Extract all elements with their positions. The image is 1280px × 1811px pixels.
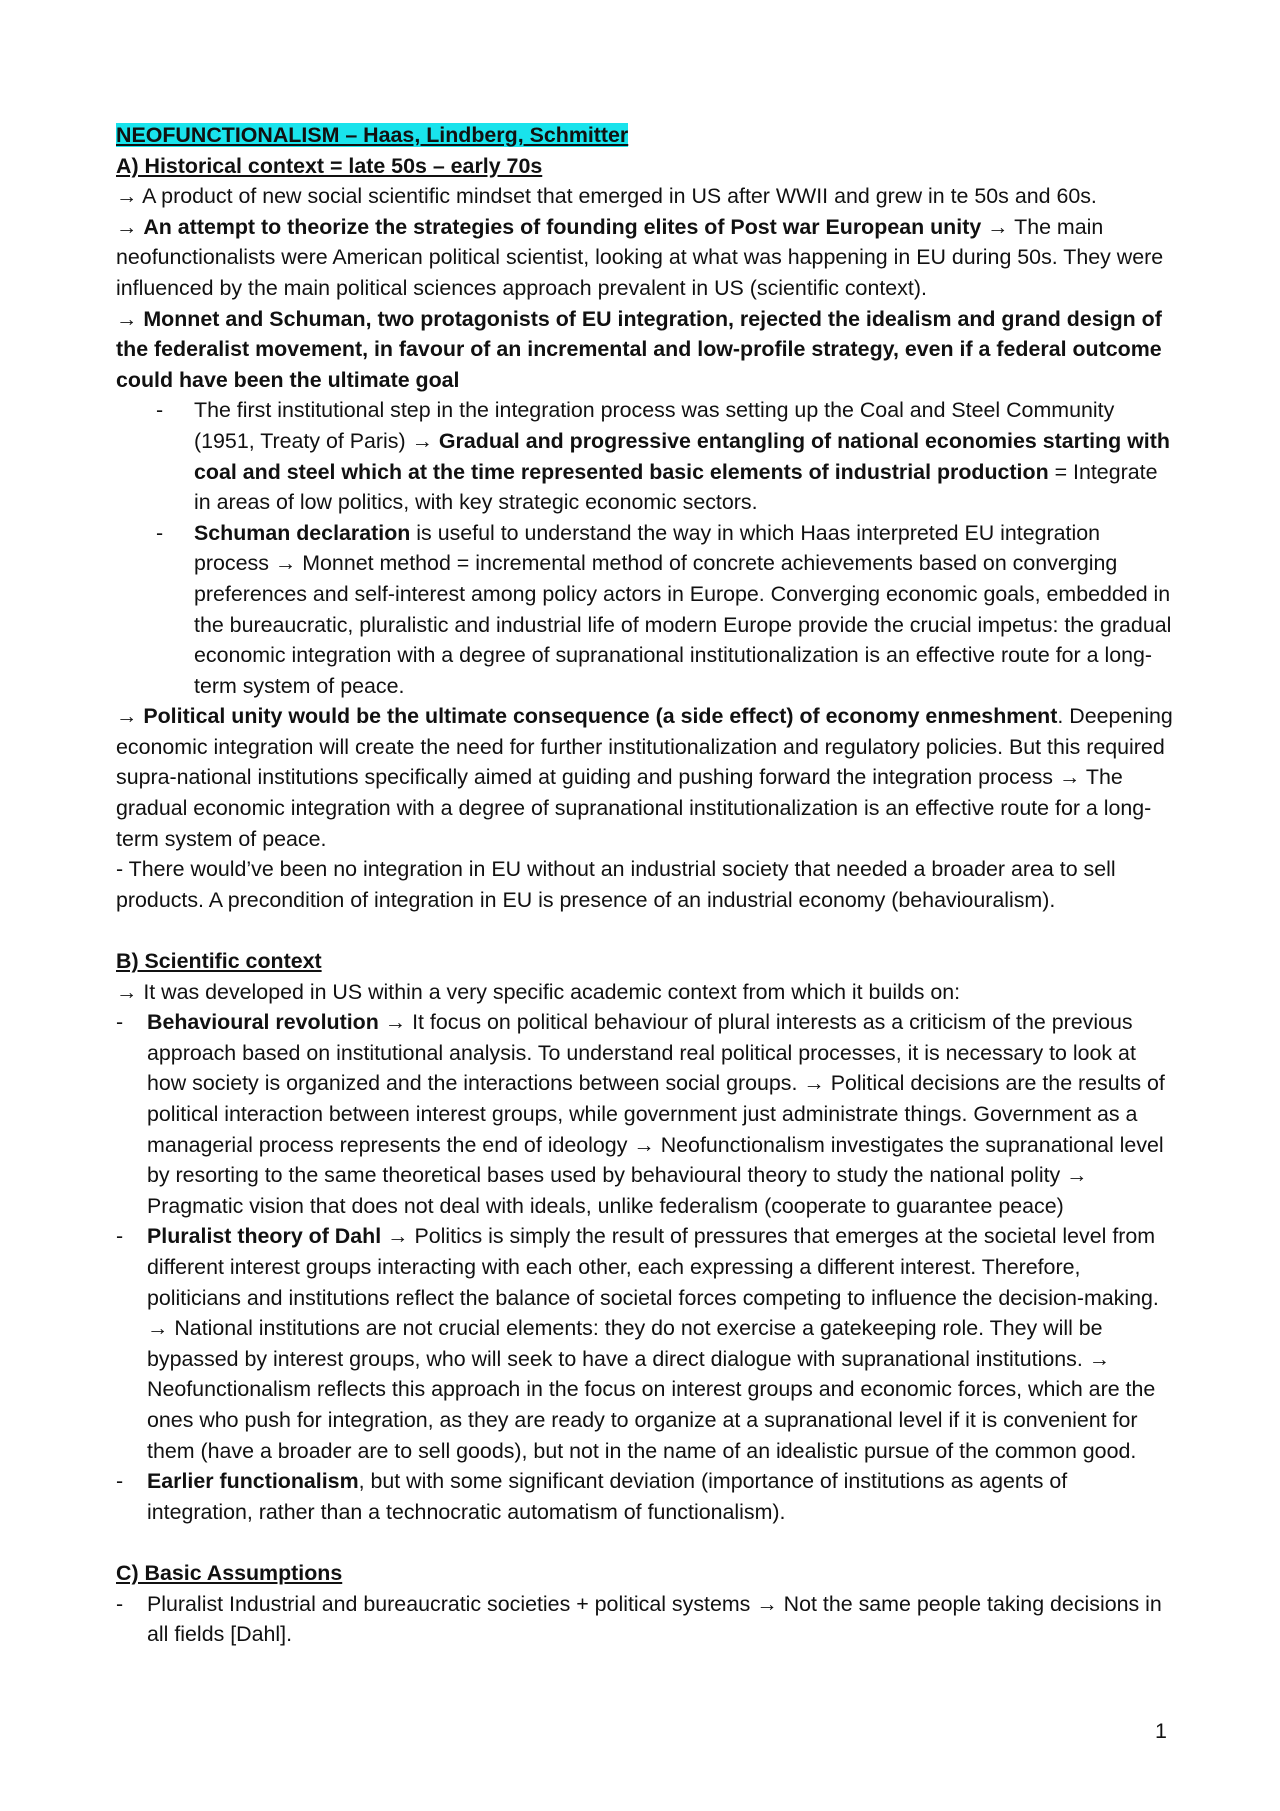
list-item: - The first institutional step in the integration process was setting up the Coal and Steel Community (1951, Treaty of Paris) → Gradual and progressive entangling of national economies starting with coal and steel which at the time represented basic elements of industrial production = Integrate in areas of low politics, with key strategic economic sectors. [116,395,1178,517]
spacer [116,1527,1178,1558]
arrow-icon: → [116,704,138,729]
bullet-dash: - [116,1224,124,1249]
list-item: - Schuman declaration is useful to understand the way in which Haas interpreted EU integration process → Monnet method = incremental method of concrete achievements based on converging preferences and self-interest among policy actors in Europe. Converging economic goals, embedded in the bureaucratic, pluralistic and industrial life of modern Europe provide the crucial impetus: the gradual economic integration with a degree of supranational institutionalization is an effective route for a long-term system of peace. [116,518,1178,702]
arrow-icon: → [116,184,138,209]
arrow-icon: → [1058,765,1081,790]
arrow-icon: → [116,979,138,1004]
paragraph: → An attempt to theorize the strategies of founding elites of Post war European unity → The main neofunctionalists were American political scientist, looking at what was happening in EU during 50s. They were influenced by the main political sciences approach prevalent in US (scientific context). [116,214,1164,300]
arrow-icon: → [756,1591,778,1616]
arrow-icon: → [147,1316,169,1341]
bullet-dash: - [116,1591,124,1616]
bullet-dash: - [156,398,164,423]
document-title-line [116,120,1178,151]
paragraph: → A product of new social scientific mindset that emerged in US after WWII and grew in te 50s and 60s. [116,184,1097,209]
bullet-dash: - [116,1469,124,1494]
arrow-icon: → [1088,1346,1111,1371]
section-b-heading: B) Scientific context [116,949,322,974]
paragraph: → Political unity would be the ultimate consequence (a side effect) of economy enmeshment. Deepening economic integration will create the need for further institutionalization and regulatory policies. But this required supra-national institutions specifically aimed at guiding and pushing forward the integration process → The gradual economic integration with a degree of supranational institutionalization is an effective route for a long-term system of peace. [116,704,1173,851]
bullet-dash: - [156,520,164,545]
arrow-icon: → [803,1071,825,1096]
arrow-icon: → [274,551,297,576]
document-page [116,120,1178,1650]
arrow-icon: → [1066,1163,1088,1188]
paragraph: - There would’ve been no integration in EU without an industrial society that needed a broader area to sell products. A precondition of integration in EU is presence of an industrial economy (behaviouralism). [116,857,1116,912]
document-title: NEOFUNCTIONALISM – Haas, Lindberg, Schmitter [116,123,629,147]
list-item: - Pluralist Industrial and bureaucratic societies + political systems → Not the same people taking decisions in all fields [Dahl]. [116,1589,1178,1650]
arrow-icon: → [987,214,1009,239]
arrow-icon: → [116,306,138,331]
list-item: - Pluralist theory of Dahl → Politics is simply the result of pressures that emerges at the societal level from different interest groups interacting with each other, each expressing a different interest. Therefore, politicians and institutions reflect the balance of societal forces competing to influence the decision-making. → National institutions are not crucial elements: they do not exercise a gatekeeping role. They will be bypassed by interest groups, who will seek to have a direct dialogue with supranational institutions. → Neofunctionalism reflects this approach in the focus on interest groups and economic forces, which are the ones who push for integration, as they are ready to organize at a supranational level if it is convenient for them (have a broader are to sell goods), but not in the name of an idealistic pursue of the common good. [116,1221,1178,1466]
section-c-heading: C) Basic Assumptions [116,1560,343,1585]
page-number: 1 [1155,1719,1167,1743]
spacer [116,915,1178,946]
section-a-heading: A) Historical context = late 50s – early 70s [116,153,543,178]
list-item: - Behavioural revolution → It focus on political behaviour of plural interests as a criticism of the previous approach based on institutional analysis. To understand real political processes, it is necessary to look at how society is organized and the interactions between social groups. → Political decisions are the results of political interaction between interest groups, while government just administrate things. Government as a managerial process represents the end of ideology → Neofunctionalism investigates the supranational level by resorting to the same theoretical bases used by behavioural theory to study the national polity → Pragmatic vision that does not deal with ideals, unlike federalism (cooperate to guarantee peace) [116,1007,1178,1221]
arrow-icon: → [384,1010,407,1035]
arrow-icon: → [633,1132,655,1157]
bullet-dash: - [116,1010,124,1035]
arrow-icon: → [411,428,433,453]
paragraph: → Monnet and Schuman, two protagonists of EU integration, rejected the idealism and grand design of the federalist movement, in favour of an incremental and low-profile strategy, even if a federal outcome could have been the ultimate goal [116,306,1162,392]
paragraph: → It was developed in US within a very specific academic context from which it builds on: [116,979,961,1004]
list-item: - Earlier functionalism, but with some significant deviation (importance of institutions as agents of integration, rather than a technocratic automatism of functionalism). [116,1466,1178,1527]
arrow-icon: → [387,1224,409,1249]
arrow-icon: → [116,214,138,239]
